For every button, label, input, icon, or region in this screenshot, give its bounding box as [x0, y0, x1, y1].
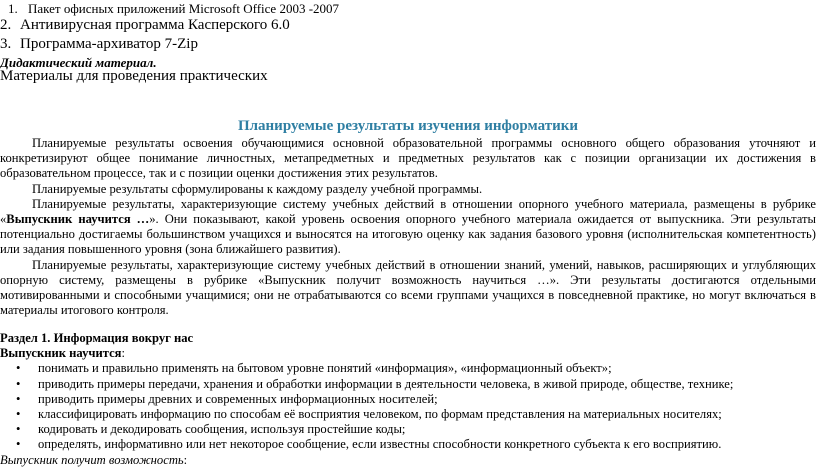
list-item	[0, 361, 816, 376]
materials-text: Материалы для проведения практических	[0, 68, 268, 84]
paragraph-1: Планируемые результаты освоения обучающимися основной образовательной программы основного общего образования уточняют и конкретизируют общее понимание личностных, метапредметных и предметных результатов как с позиции организации их достижения в образовательном процессе, так и с позиции оценки достижения этих результатов.	[0, 136, 816, 181]
paragraph-3	[0, 197, 816, 258]
paragraph-4: Планируемые результаты, характеризующие систему учебных действий в отношении знаний, умений, навыков, расширяющих и углубляющих опорную систему, размещены в рубрике «Выпускник получит возможность научиться …». Эти результаты достигаются отдельными мотивированными и способными учащимися; они не отрабатываются со всеми группами учащихся в повседневной практике, но могут включаться в материалы итогового контроля.	[0, 257, 816, 318]
bullet-text: кодировать и декодировать сообщения, используя простейшие коды;	[38, 422, 406, 437]
section-heading: Планируемые результаты изучения информатики	[237, 118, 579, 134]
list-number: 1.	[8, 1, 18, 16]
bullet-icon: •	[16, 391, 21, 406]
list-item-3	[0, 36, 198, 53]
list-item	[0, 407, 816, 422]
bullet-text: определять, информативно или нет некоторое сообщение, если известны способности конкретного субъекта к его восприятию.	[38, 437, 722, 452]
section-1	[0, 331, 816, 468]
paragraph-3-end: ». Они показывают, какой уровень освоения опорного учебного материала ожидается от выпускника. Эти результаты потенциально достигаемы большинством учащихся и выносятся на итоговую оценку как задания базового уровня (исполнительская компетентность) или задания повышенного уровня (зона ближайшего развития).	[0, 212, 816, 257]
list-item	[0, 422, 816, 437]
bullet-icon: •	[16, 361, 21, 376]
list-item	[0, 377, 816, 392]
list-item-1	[8, 1, 339, 17]
body-text	[0, 136, 816, 318]
bullet-icon: •	[16, 422, 21, 437]
opportunity-line	[0, 453, 816, 468]
paragraph-2: Планируемые результаты сформулированы к каждому разделу учебной программы.	[32, 181, 483, 196]
list-item	[0, 392, 816, 407]
bullet-text: приводить примеры передачи, хранения и обработки информации в деятельности человека, в живой природе, обществе, технике;	[38, 376, 734, 391]
list-number: 3.	[0, 36, 12, 52]
list-text: Пакет офисных приложений Microsoft Office 2003 -2007	[28, 1, 340, 16]
bullet-icon: •	[16, 407, 21, 422]
bullet-text: приводить примеры древних и современных информационных носителей;	[38, 391, 438, 406]
list-number: 2.	[0, 17, 12, 33]
bullet-text: классифицировать информацию по способам её восприятия человеком, по формам представления на материальных носителях;	[38, 407, 722, 422]
learner-will-learn-line	[0, 346, 816, 361]
learner-label: Выпускник научится	[0, 346, 122, 361]
paragraph-3-start: Планируемые результаты, характеризующие систему учебных действий в отношении опорного учебного материала, размещены в рубрике «	[0, 196, 816, 227]
rubric-learner-will-learn: Выпускник научится …	[6, 212, 150, 227]
list-text: Программа-архиватор 7-Zip	[20, 36, 198, 52]
section-title: Раздел 1. Информация вокруг нас	[0, 331, 194, 345]
didactic-label: Дидактический материал.	[0, 55, 157, 70]
bullet-text: понимать и правильно применять на бытовом уровне понятий «информация», «информационный объект»;	[38, 361, 612, 376]
list-item	[0, 437, 816, 452]
opportunity-label: Выпускник получит возможность	[0, 452, 184, 467]
outcome-list	[0, 361, 816, 452]
list-item-2	[0, 17, 290, 34]
learner-colon: :	[121, 346, 125, 361]
opportunity-colon: :	[183, 452, 188, 467]
bullet-icon: •	[16, 437, 21, 452]
list-text: Антивирусная программа Касперского 6.0	[20, 17, 290, 33]
bullet-icon: •	[16, 376, 21, 391]
